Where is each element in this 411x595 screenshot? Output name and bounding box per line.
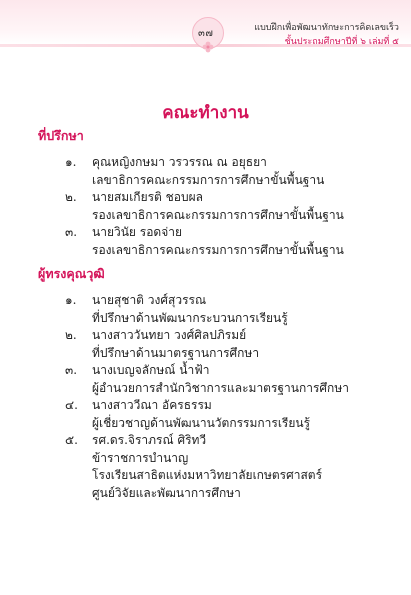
member-position: รองเลขาธิการคณะกรรมการการศึกษาขั้นพื้นฐาน xyxy=(92,243,344,257)
page-title: คณะทำงาน xyxy=(162,103,249,123)
member-name: นายสมเกียรติ ชอบผล xyxy=(92,190,204,204)
member-name: นางสาววีณา อัครธรรม xyxy=(92,398,212,412)
item-number: ๒. xyxy=(65,328,77,342)
series-title: แบบฝึกเพื่อพัฒนาทักษะการคิดเลขเร็ว xyxy=(254,23,399,33)
member-affiliation: ศูนย์วิจัยและพัฒนาการศึกษา xyxy=(92,486,241,500)
member-name: นายสุชาติ วงศ์สุวรรณ xyxy=(92,293,207,307)
member-position: ที่ปรึกษาด้านพัฒนากระบวนการเรียนรู้ xyxy=(92,311,288,325)
item-number: ๑. xyxy=(65,155,77,169)
member-name: นายวินัย รอดจ่าย xyxy=(92,225,183,239)
member-position: ที่ปรึกษาด้านมาตรฐานการศึกษา xyxy=(92,346,260,360)
item-number: ๓. xyxy=(65,363,78,377)
section-heading-experts: ผู้ทรงคุณวุฒิ xyxy=(38,266,105,281)
item-number: ๕. xyxy=(65,433,78,447)
page-number: ๓๗ xyxy=(198,28,214,39)
member-name: นางสาววันทยา วงศ์ศิลปภิรมย์ xyxy=(92,328,247,342)
section-heading-advisors: ที่ปรึกษา xyxy=(38,128,84,143)
item-number: ๔. xyxy=(65,398,78,412)
member-name: นางเบญจลักษณ์ น้ำฟ้า xyxy=(92,363,210,377)
item-number: ๑. xyxy=(65,293,77,307)
item-number: ๓. xyxy=(65,225,78,239)
member-name: คุณหญิงกษมา วรวรรณ ณ อยุธยา xyxy=(92,155,267,169)
member-position: ข้าราชการบำนาญ xyxy=(92,451,189,465)
series-subtitle: ชั้นประถมศึกษาปีที่ ๖ เล่มที่ ๕ xyxy=(284,37,399,47)
member-name: รศ.ดร.จิราภรณ์ ศิริทวี xyxy=(92,433,207,447)
member-position: รองเลขาธิการคณะกรรมการการศึกษาขั้นพื้นฐาน xyxy=(92,208,344,222)
member-position: ผู้อำนวยการสำนักวิชาการและมาตรฐานการศึกษา xyxy=(92,381,349,395)
flower-icon xyxy=(201,40,215,54)
item-number: ๒. xyxy=(65,190,77,204)
member-position: ผู้เชี่ยวชาญด้านพัฒนานวัตกรรมการเรียนรู้ xyxy=(92,416,311,430)
member-affiliation: โรงเรียนสาธิตแห่งมหาวิทยาลัยเกษตรศาสตร์ xyxy=(92,468,323,482)
member-position: เลขาธิการคณะกรรมการการศึกษาขั้นพื้นฐาน xyxy=(92,173,325,187)
